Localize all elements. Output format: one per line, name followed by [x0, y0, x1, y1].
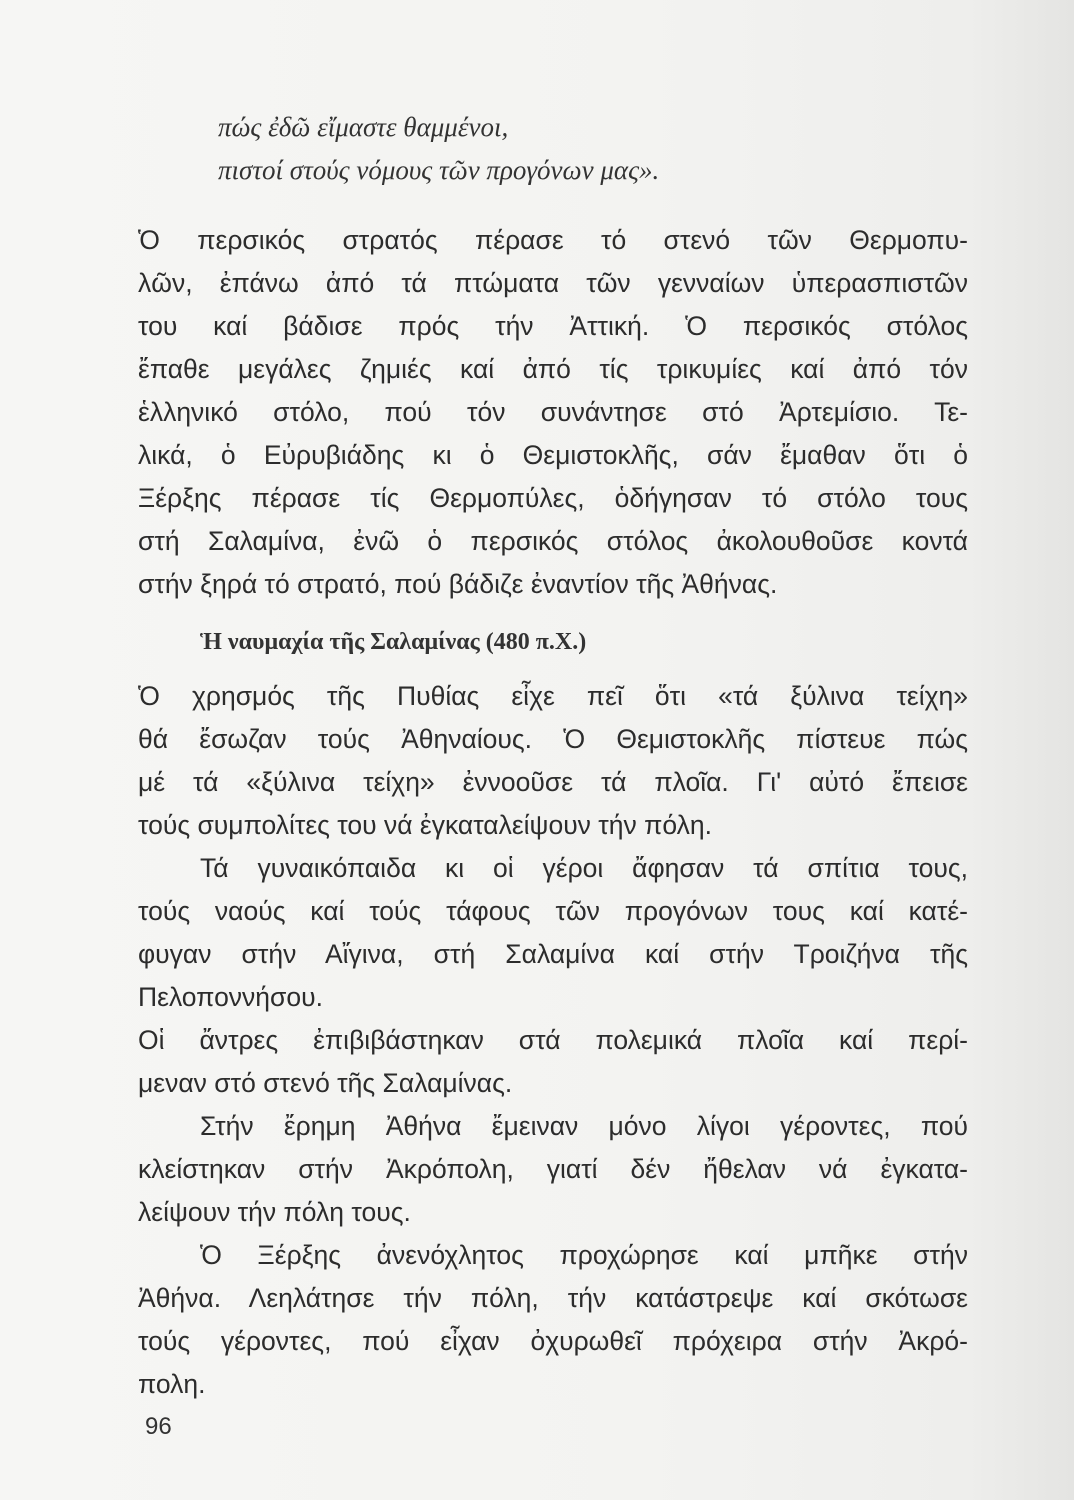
text-line: θά ἔσωζαν τούς Ἀθηναίους. Ὁ Θεμιστοκλῆς πίστευε πώς: [138, 724, 968, 754]
text-line: μεναν στό στενό τῆς Σαλαμίνας.: [138, 1068, 513, 1098]
text-line: στήν ξηρά τό στρατό, πού βάδιζε ἐναντίον τῆς Ἀθήνας.: [138, 569, 778, 599]
text-line: Τά γυναικόπαιδα κι οἱ γέροι ἄφησαν τά σπίτια τους,: [200, 853, 968, 883]
text-line: του καί βάδισε πρός τήν Ἀττική. Ὁ περσικός στόλος: [138, 311, 968, 341]
text-line: τούς ναούς καί τούς τάφους τῶν προγόνων τους καί κατέ-: [138, 896, 968, 926]
paragraph: [138, 1234, 968, 1406]
text-line: λῶν, ἐπάνω ἀπό τά πτώματα τῶν γενναίων ὑπερασπιστῶν: [138, 268, 968, 298]
paragraph: [138, 847, 968, 1019]
paragraph: [138, 1019, 968, 1105]
text-line: Ἀθήνα. Λεηλάτησε τήν πόλη, τήν κατάστρεψε καί σκότωσε: [138, 1283, 968, 1313]
text-line: στή Σαλαμίνα, ἐνῶ ὁ περσικός στόλος ἀκολουθοῦσε κοντά: [138, 526, 968, 556]
text-line: Ξέρξης πέρασε τίς Θερμοπύλες, ὁδήγησαν τό στόλο τους: [138, 483, 968, 513]
section-body: [138, 675, 968, 1406]
section-heading: Ἡ ναυμαχία τῆς Σαλαμίνας (480 π.Χ.): [200, 629, 587, 655]
text-line: φυγαν στήν Αἴγινα, στή Σαλαμίνα καί στήν Τροιζήνα τῆς: [138, 939, 968, 969]
text-line: λικά, ὁ Εὐρυβιάδης κι ὁ Θεμιστοκλῆς, σάν ἔμαθαν ὅτι ὁ: [138, 440, 968, 470]
text-line: κλείστηκαν στήν Ἀκρόπολη, γιατί δέν ἤθελαν νά ἐγκατα-: [138, 1154, 968, 1184]
text-line: μέ τά «ξύλινα τείχη» ἐννοοῦσε τά πλοῖα. Γι' αὐτό ἔπεισε: [138, 767, 968, 797]
text-line: λείψουν τήν πόλη τους.: [138, 1197, 411, 1227]
paragraph-persian-march: [138, 219, 968, 606]
text-line: πολη.: [138, 1369, 206, 1399]
paragraph: [138, 1105, 968, 1234]
text-line: Ὁ Ξέρξης ἀνενόχλητος προχώρησε καί μπῆκε στήν: [200, 1240, 968, 1270]
verse-line: πιστοί στούς νόμους τῶν προγόνων μας».: [218, 155, 660, 185]
paragraph: [138, 675, 968, 847]
text-line: ἔπαθε μεγάλες ζημιές καί ἀπό τίς τρικυμίες καί ἀπό τόν: [138, 354, 968, 384]
text-line: Ὁ περσικός στρατός πέρασε τό στενό τῶν Θερμοπυ-: [138, 225, 968, 255]
verse-quote: [218, 106, 838, 192]
text-line: ἑλληνικό στόλο, πού τόν συνάντησε στό Ἀρτεμίσιο. Τε-: [138, 397, 968, 427]
text-line: Ὁ χρησμός τῆς Πυθίας εἶχε πεῖ ὅτι «τά ξύλινα τείχη»: [138, 681, 968, 711]
text-line: τούς γέροντες, πού εἶχαν ὀχυρωθεῖ πρόχειρα στήν Ἀκρό-: [138, 1326, 968, 1356]
page-number: 96: [145, 1413, 172, 1440]
verse-line: πώς ἐδῶ εἴμαστε θαμμένοι,: [218, 112, 509, 142]
text-line: Οἱ ἄντρες ἐπιβιβάστηκαν στά πολεμικά πλοῖα καί περί-: [138, 1025, 968, 1055]
text-line: τούς συμπολίτες του νά ἐγκαταλείψουν τήν πόλη.: [138, 810, 712, 840]
text-line: Στήν ἔρημη Ἀθήνα ἔμειναν μόνο λίγοι γέροντες, πού: [200, 1111, 968, 1141]
text-line: Πελοποννήσου.: [138, 982, 323, 1012]
